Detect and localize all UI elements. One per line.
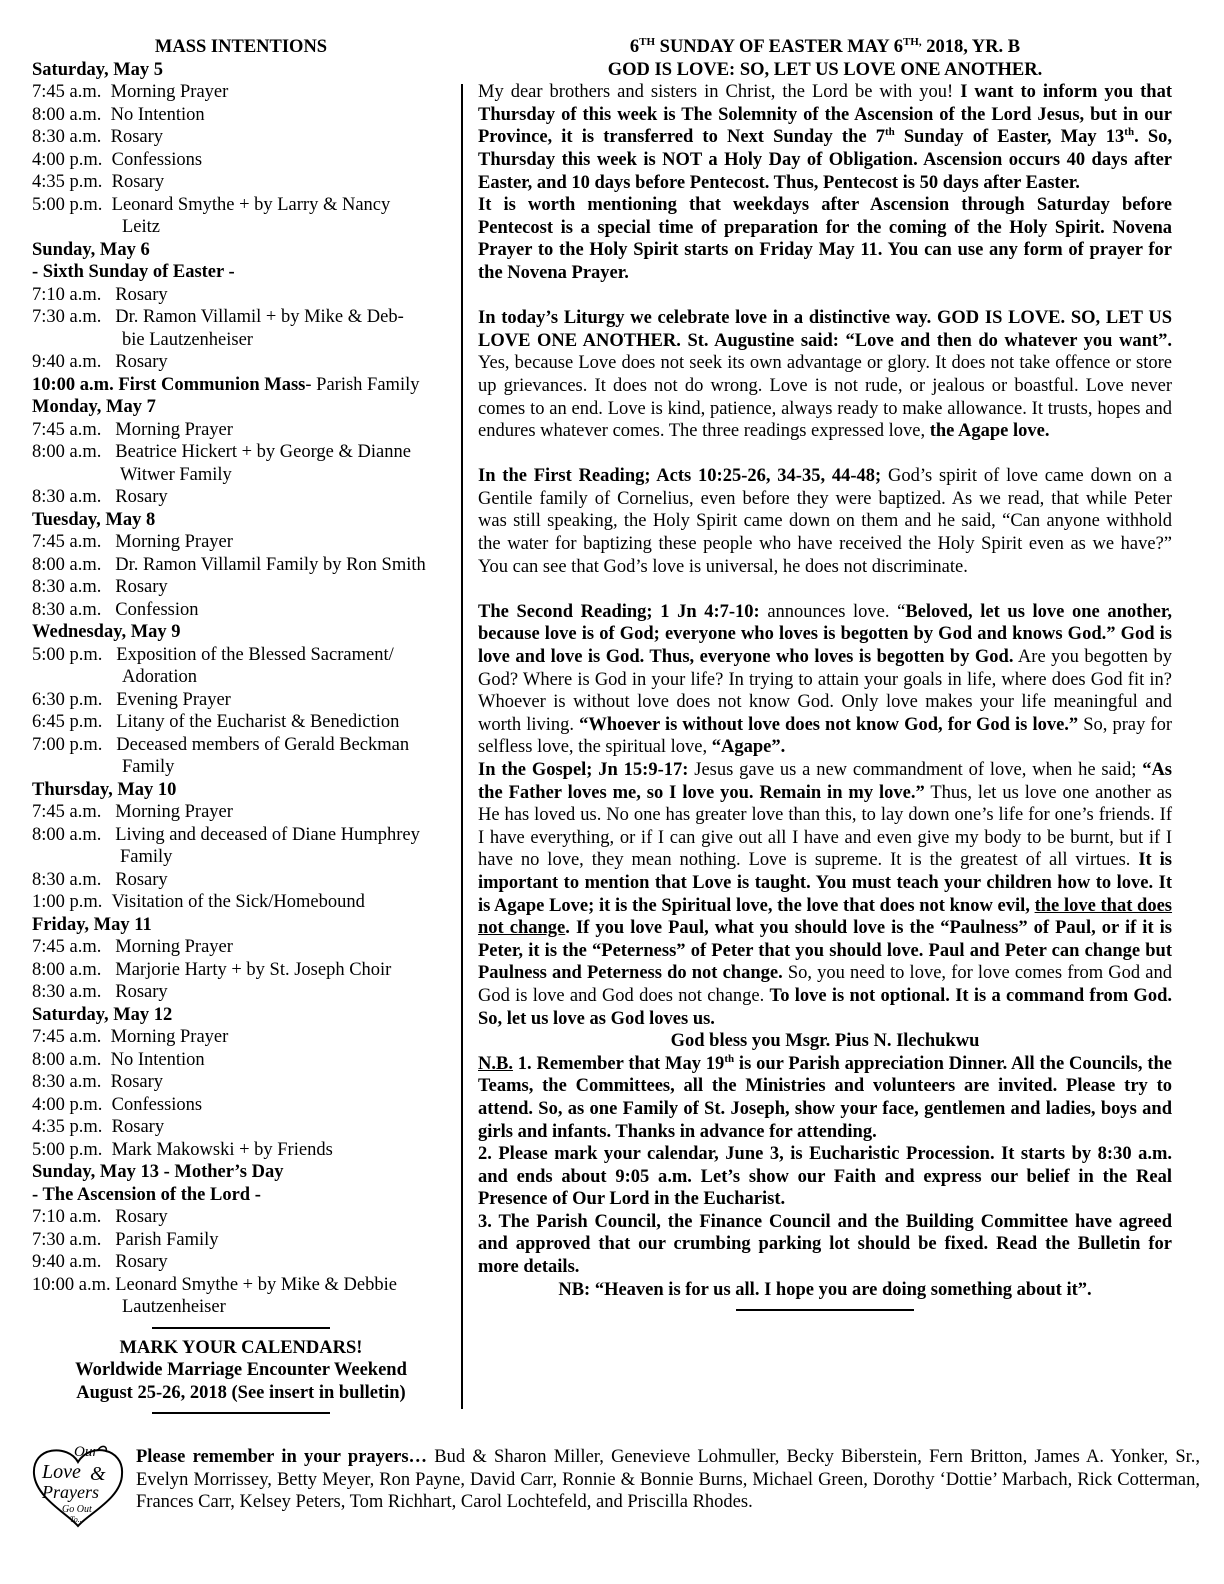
mass-entry: 10:00 a.m. Leonard Smythe + by Mike & Debbie xyxy=(32,1274,397,1295)
day-heading: Tuesday, May 8 xyxy=(32,509,156,530)
mass-entry: 8:00 a.m. No Intention xyxy=(32,1049,205,1070)
mass-entry-continued: Witwer Family xyxy=(120,464,232,485)
column-divider xyxy=(461,84,463,1409)
prayer-list: Please remember in your prayers… Bud & Sharon Miller, Genevieve Lohmuller, Becky Biberstein, Fern Britton, James A. Yonker, Sr., Evelyn Morrissey, Betty Meyer, Ron Payne, David Carr, Ronnie & Bonnie Burns, Michael Green, Dorothy ‘Dottie’ Marbach, Rick Cotterman, Frances Carr, Kelsey Peters, Tom Richhart, Carol Lochtefeld, and Priscilla Rhodes. xyxy=(136,1447,1200,1513)
mass-entry: 7:45 a.m. Morning Prayer xyxy=(32,419,233,440)
mass-intentions-column xyxy=(32,36,450,1422)
day-subheading: - Sixth Sunday of Easter - xyxy=(32,262,235,282)
notice-dinner: N.B. 1. Remember that May 19th is our Parish appreciation Dinner. All the Councils, the Teams, the Committees, all the Ministries and volunteers are invited. Please try to attend. So, as one Family of St. Joseph, show your face, gentlemen and ladies, boys and girls and infants. Thanks in advance for attending. xyxy=(478,1052,1172,1142)
article-subtitle: GOD IS LOVE: SO, LET US LOVE ONE ANOTHER. xyxy=(607,59,1043,80)
signature-line: God bless you Msgr. Pius N. Ilechukwu xyxy=(670,1031,980,1052)
mass-entry: 6:30 p.m. Evening Prayer xyxy=(32,689,231,710)
notice-procession: 2. Please mark your calendar, June 3, is Eucharistic Procession. It starts by 8:30 a.m. and ends about 9:05 a.m. Let’s show our Faith and express our belief in the Real Presence of Our Lord in the Eucharist. xyxy=(478,1144,1172,1210)
day-heading: Thursday, May 10 xyxy=(32,779,177,800)
mass-entry: 7:30 a.m. Parish Family xyxy=(32,1229,219,1250)
mass-entry: 1:00 p.m. Visitation of the Sick/Homebound xyxy=(32,892,365,912)
mass-entry: 5:00 p.m. Mark Makowski + by Friends xyxy=(32,1139,333,1160)
section-rule xyxy=(736,1309,914,1311)
day-heading: Monday, May 7 xyxy=(32,397,156,417)
mass-entry-continued: Lautzenheiser xyxy=(122,1297,226,1317)
mass-entry: 8:00 a.m. No Intention xyxy=(32,104,205,125)
mass-entry: 4:35 p.m. Rosary xyxy=(32,172,165,192)
day-heading: Sunday, May 13 - Mother’s Day xyxy=(32,1162,284,1182)
mass-entry: 9:40 a.m. Rosary xyxy=(32,352,168,372)
mass-entry: 8:30 a.m. Confession xyxy=(32,599,199,620)
mass-entry: 8:00 a.m. Living and deceased of Diane Humphrey xyxy=(32,824,420,845)
mass-entry: 8:30 a.m. Rosary xyxy=(32,127,164,147)
mass-entry: 7:45 a.m. Morning Prayer xyxy=(32,1027,229,1047)
mass-entry: 7:10 a.m. Rosary xyxy=(32,284,168,305)
notice-parking-lot: 3. The Parish Council, the Finance Council and the Building Committee have agreed and approved that our crumbing parking lot should be fixed. Read the Bulletin for more details. xyxy=(478,1211,1172,1278)
mass-intentions-title: MASS INTENTIONS xyxy=(154,37,328,57)
mass-entry: 8:30 a.m. Rosary xyxy=(32,869,168,890)
mass-entry: 8:00 a.m. Dr. Ramon Villamil Family by Ron Smith xyxy=(32,554,426,575)
pastor-letter-column xyxy=(478,36,1172,1319)
day-heading: Saturday, May 12 xyxy=(32,1004,173,1025)
paragraph-gospel: In the Gospel; Jn 15:9-17: Jesus gave us a new commandment of love, when he said; “As the Father loves me, so I love you. Remain in my love.” Thus, let us love one another as He has loved us. No one has greater love than this, to lay down one’s life for one’s friends. If I have everything, or if I can give out all I have and even give my body to be burnt, but if I have no love, they mean nothing. Love is supreme. It is the greatest of all virtues. It is important to mention that Love is taught. You must teach your children how to love. It is Agape Love; it is the Spiritual love, the love that does not know evil, the love that does not change. If you love Paul, what you should love is the “Paulness” of Paul, or if it is Peter, it is the “Peterness” of Peter that you should love. Paul and Peter can change but Paulness and Peterness do not change. So, you need to love, for love comes from God and God is love and God does not change. To love is not optional. It is a command from God. So, let us love as God loves us. xyxy=(478,760,1173,1029)
calendar-notice-heading: MARK YOUR CALENDARS! xyxy=(119,1337,363,1358)
calendar-notice-date: August 25-26, 2018 (See insert in bulletin) xyxy=(76,1382,406,1403)
article-title: 6TH SUNDAY OF EASTER MAY $6^{TH,}$ 2018, YR. B xyxy=(629,35,1021,57)
svg-text:To...: To... xyxy=(70,1515,84,1524)
mass-entry-continued: Leitz xyxy=(122,217,161,237)
svg-text:Prayers: Prayers xyxy=(42,1482,99,1502)
mass-entry: 8:30 a.m. Rosary xyxy=(32,982,168,1002)
mass-entry: 7:45 a.m. Morning Prayer xyxy=(32,937,233,957)
mass-entry: 7:00 p.m. Deceased members of Gerald Beckman xyxy=(32,734,410,755)
mass-entry: 7:10 a.m. Rosary xyxy=(32,1207,168,1227)
mass-entry: 5:00 p.m. Leonard Smythe + by Larry & Nancy xyxy=(32,194,391,215)
section-rule xyxy=(152,1327,330,1329)
mass-entry: 8:00 a.m. Beatrice Hickert + by George & Dianne xyxy=(32,442,411,462)
mass-entry: 5:00 p.m. Exposition of the Blessed Sacrament/ xyxy=(32,644,394,665)
mass-entry: 7:45 a.m. Morning Prayer xyxy=(32,532,233,552)
mass-entry: 4:00 p.m. Confessions xyxy=(32,1094,203,1115)
mass-entry: 9:40 a.m. Rosary xyxy=(32,1252,168,1272)
paragraph-liturgy: In today’s Liturgy we celebrate love in a distinctive way. GOD IS LOVE. SO, LET US LOVE ONE ANOTHER. St. Augustine said: “Love and then do whatever you want”. Yes, because Love does not seek its own advantage or glory. It does not take offence or store up grievances. It does not do wrong. Love is not rude, or jealous or boastful. Love never comes to an end. Love is kind, patience, always ready to make allowance. It trusts, hopes and endures whatever comes. The three readings expressed love, the Agape love. xyxy=(478,308,1172,442)
mass-entry: 7:45 a.m. Morning Prayer xyxy=(32,802,233,822)
prayer-list-footer xyxy=(28,1440,1200,1540)
paragraph-first-reading: In the First Reading; Acts 10:25-26, 34-35, 44-48; God’s spirit of love came down on a Gentile family of Cornelius, even before they were baptized. As we read, that while Peter was still speaking, the Holy Spirit came down on them and he said, “Can anyone withhold the water for baptizing these people who have received the Holy Spirit even as we have?” You can see that God’s love is universal, he does not discriminate. xyxy=(478,466,1172,577)
section-rule xyxy=(152,1412,330,1414)
day-heading: Wednesday, May 9 xyxy=(32,622,181,642)
mass-entry: 4:00 p.m. Confessions xyxy=(32,149,203,170)
closing-quote: NB: “Heaven is for us all. I hope you are doing something about it”. xyxy=(558,1279,1092,1300)
mass-entry: 8:00 a.m. Marjorie Harty + by St. Joseph Choir xyxy=(32,959,392,980)
svg-text:Our: Our xyxy=(74,1444,99,1460)
mass-entry: 7:30 a.m. Dr. Ramon Villamil + by Mike & Deb- xyxy=(32,307,404,327)
paragraph-second-reading: The Second Reading; 1 Jn 4:7-10: announces love. “Beloved, let us love one another, because love is of God; everyone who loves is begotten by God and knows God.” God is love and love is God. Thus, everyone who loves is begotten by God. Are you begotten by God? Where is God in your life? In trying to attain your goals in life, where does God fit in? Whoever is without love does not know God. Only love makes your life meaningful and worth living. “Whoever is without love does not know God, for God is love.” So, pray for selfless love, the spiritual love, “Agape”. xyxy=(478,601,1172,758)
mass-entry: 8:30 a.m. Rosary xyxy=(32,1072,164,1092)
love-and-prayers-logo xyxy=(28,1440,128,1530)
day-heading: Saturday, May 5 xyxy=(32,59,164,80)
mass-entry: 7:45 a.m. Morning Prayer xyxy=(32,82,229,102)
paragraph-novena: It is worth mentioning that weekdays after Ascension through Saturday before Pentecost is a special time of preparation for the coming of the Holy Spirit. Novena Prayer to the Holy Spirit starts on Friday May 11. You can use any form of prayer for the Novena Prayer. xyxy=(478,195,1172,283)
mass-entry-continued: Family xyxy=(122,757,175,777)
mass-entry-continued: Adoration xyxy=(122,667,198,687)
mass-entry: 4:35 p.m. Rosary xyxy=(32,1117,165,1137)
calendar-notice-event: Worldwide Marriage Encounter Weekend xyxy=(75,1360,407,1380)
mass-entry: 8:30 a.m. Rosary xyxy=(32,487,168,507)
mass-entry-continued: bie Lautzenheiser xyxy=(122,329,253,350)
first-communion-entry: 10:00 a.m. First Communion Mass- Parish Family xyxy=(32,374,420,395)
mass-entry: 8:30 a.m. Rosary xyxy=(32,577,168,597)
paragraph-ascension: My dear brothers and sisters in Christ, the Lord be with you! I want to inform you that Thursday of this week is The Solemnity of the Ascension of the Lord Jesus, but in our Province, it is transferred to Next Sunday the 7th Sunday of Easter, May 13th. So, Thursday this week is NOT a Holy Day of Obligation. Ascension occurs 40 days after Easter, and 10 days before Pentecost. Thus, Pentecost is 50 days after Easter. xyxy=(478,82,1173,193)
day-heading: Sunday, May 6 xyxy=(32,239,150,260)
mass-entry: 6:45 p.m. Litany of the Eucharist & Benediction xyxy=(32,712,400,732)
day-subheading: - The Ascension of the Lord - xyxy=(32,1184,261,1205)
svg-text:Go Out: Go Out xyxy=(62,1504,92,1515)
svg-text:Love: Love xyxy=(42,1461,81,1483)
svg-text:&: & xyxy=(90,1463,106,1485)
mass-entry-continued: Family xyxy=(120,847,173,867)
day-heading: Friday, May 11 xyxy=(32,914,152,935)
